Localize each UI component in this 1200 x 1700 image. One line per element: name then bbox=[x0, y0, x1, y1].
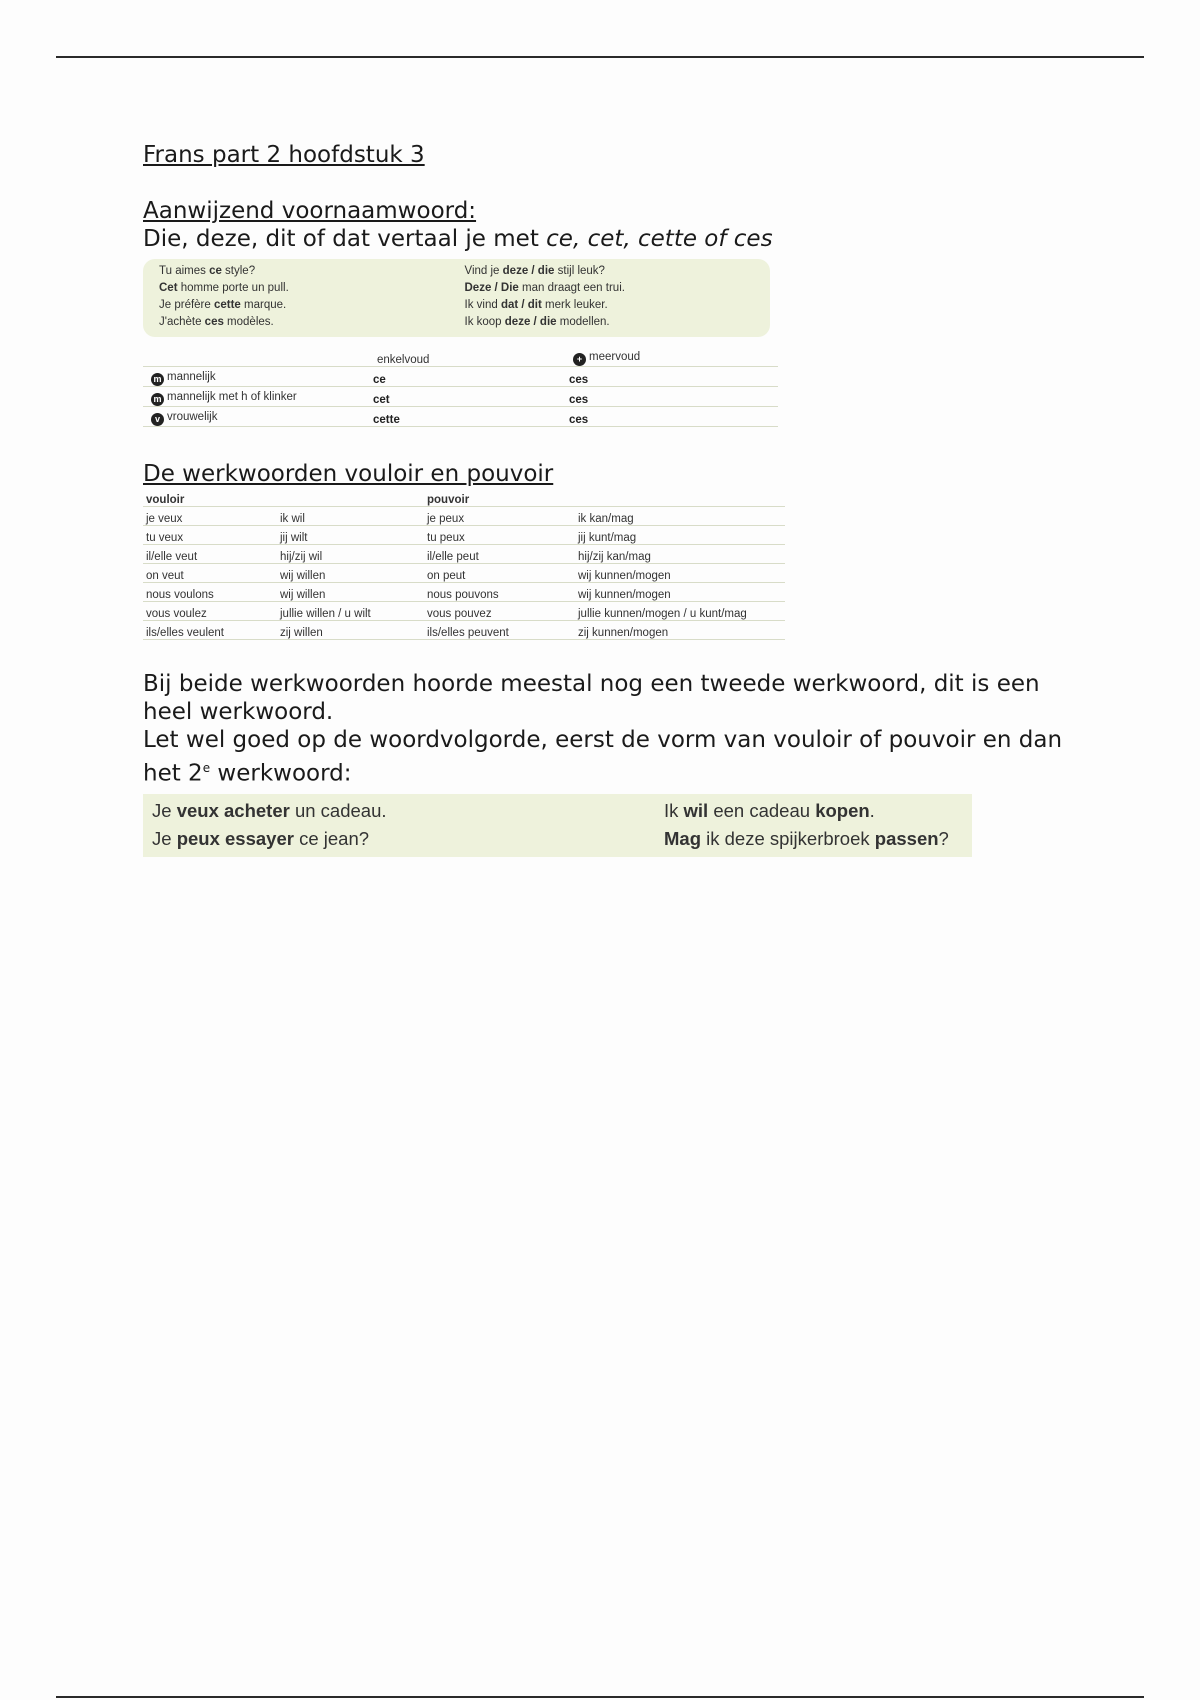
table-cell: hij/zij kan/mag bbox=[578, 551, 651, 563]
table-row bbox=[143, 621, 785, 640]
table-cell: on peut bbox=[427, 570, 466, 582]
page-content bbox=[143, 140, 1083, 857]
table-cell: il/elle veut bbox=[146, 551, 198, 563]
plural-icon: + bbox=[573, 353, 586, 366]
table-cell: nous pouvons bbox=[427, 589, 499, 601]
examples-dutch bbox=[465, 263, 771, 331]
example-row: Je veux acheter un cadeau. Ik wil een cadeau kopen. bbox=[152, 799, 875, 821]
table-row bbox=[143, 564, 785, 583]
table-cell: jij kunt/mag bbox=[578, 532, 637, 544]
table-cell: ils/elles veulent bbox=[146, 627, 224, 639]
section-heading-verbs: De werkwoorden vouloir en pouvoir bbox=[143, 461, 554, 487]
table-cell: wij willen bbox=[280, 570, 326, 582]
example-row: Je peux essayer ce jean? Mag ik deze spijkerbroek passen? bbox=[152, 827, 949, 849]
conjugation-table bbox=[143, 490, 785, 640]
example-fr: Cet homme porte un pull. bbox=[159, 282, 289, 294]
examples-french bbox=[159, 263, 465, 331]
example-nl: Deze / Die man draagt een trui. bbox=[464, 282, 625, 294]
table-cell: ik kan/mag bbox=[578, 513, 634, 525]
table-header-row bbox=[143, 345, 778, 367]
table-row bbox=[143, 507, 785, 526]
masculine-icon: m bbox=[151, 393, 164, 406]
table-cell: il/elle peut bbox=[427, 551, 479, 563]
example-nl: Ik vind dat / dit merk leuker. bbox=[464, 299, 608, 311]
table-row bbox=[143, 545, 785, 564]
table-cell: vous voulez bbox=[146, 608, 207, 620]
section-heading-demonstrative: Aanwijzend voornaamwoord: bbox=[143, 198, 477, 224]
table-cell: tu veux bbox=[146, 532, 184, 544]
table-cell: wij kunnen/mogen bbox=[578, 570, 671, 582]
table-cell: tu peux bbox=[427, 532, 465, 544]
verb-examples-box bbox=[143, 794, 972, 857]
page-title: Frans part 2 hoofdstuk 3 bbox=[143, 142, 425, 168]
table-row: m mannelijk ce ces bbox=[143, 367, 778, 387]
top-rule bbox=[56, 56, 1144, 58]
masculine-icon: m bbox=[151, 373, 164, 386]
example-fr: Je préfère cette marque. bbox=[159, 299, 287, 311]
table-cell: hij/zij wil bbox=[280, 551, 323, 563]
table-row bbox=[143, 602, 785, 621]
demonstrative-forms-table bbox=[143, 345, 778, 427]
table-cell: je veux bbox=[146, 513, 183, 525]
demonstrative-examples-box bbox=[143, 259, 770, 337]
table-cell: zij kunnen/mogen bbox=[578, 627, 669, 639]
table-cell: wij willen bbox=[280, 589, 326, 601]
table-header-row: vouloir pouvoir bbox=[143, 490, 785, 507]
table-cell: zij willen bbox=[280, 627, 323, 639]
table-cell: jullie kunnen/mogen / u kunt/mag bbox=[578, 608, 747, 620]
bottom-rule bbox=[56, 1696, 1144, 1698]
col-plural: + meervoud bbox=[573, 351, 778, 366]
table-cell: je peux bbox=[427, 513, 465, 525]
paragraph-second-verb: Bij beide werkwoorden hoorde meestal nog een tweede werkwoord, dit is een heel werkwoord. bbox=[143, 671, 1040, 725]
example-nl: Vind je deze / die stijl leuk? bbox=[464, 265, 605, 277]
table-cell: nous voulons bbox=[146, 589, 214, 601]
table-row bbox=[143, 526, 785, 545]
demonstrative-intro: Die, deze, dit of dat vertaal je met ce, cet, cette of ces bbox=[143, 226, 773, 252]
table-cell: ils/elles peuvent bbox=[427, 627, 509, 639]
table-cell: wij kunnen/mogen bbox=[578, 589, 671, 601]
table-cell: jullie willen / u wilt bbox=[280, 608, 371, 620]
table-row: v vrouwelijk cette ces bbox=[143, 407, 778, 427]
example-fr: Tu aimes ce style? bbox=[159, 265, 256, 277]
table-row: m mannelijk met h of klinker cet ces bbox=[143, 387, 778, 407]
feminine-icon: v bbox=[151, 413, 164, 426]
table-row bbox=[143, 583, 785, 602]
table-cell: ik wil bbox=[280, 513, 305, 525]
table-cell: jij wilt bbox=[280, 532, 308, 544]
example-nl: Ik koop deze / die modellen. bbox=[464, 316, 610, 328]
col-singular: enkelvoud bbox=[377, 354, 430, 366]
table-cell: on veut bbox=[146, 570, 184, 582]
table-cell: vous pouvez bbox=[427, 608, 492, 620]
example-fr: J'achète ces modèles. bbox=[159, 316, 274, 328]
paragraph-word-order: Let wel goed op de woordvolgorde, eerst de vorm van vouloir of pouvoir en dan het 2e werkwoord: bbox=[143, 727, 1063, 787]
